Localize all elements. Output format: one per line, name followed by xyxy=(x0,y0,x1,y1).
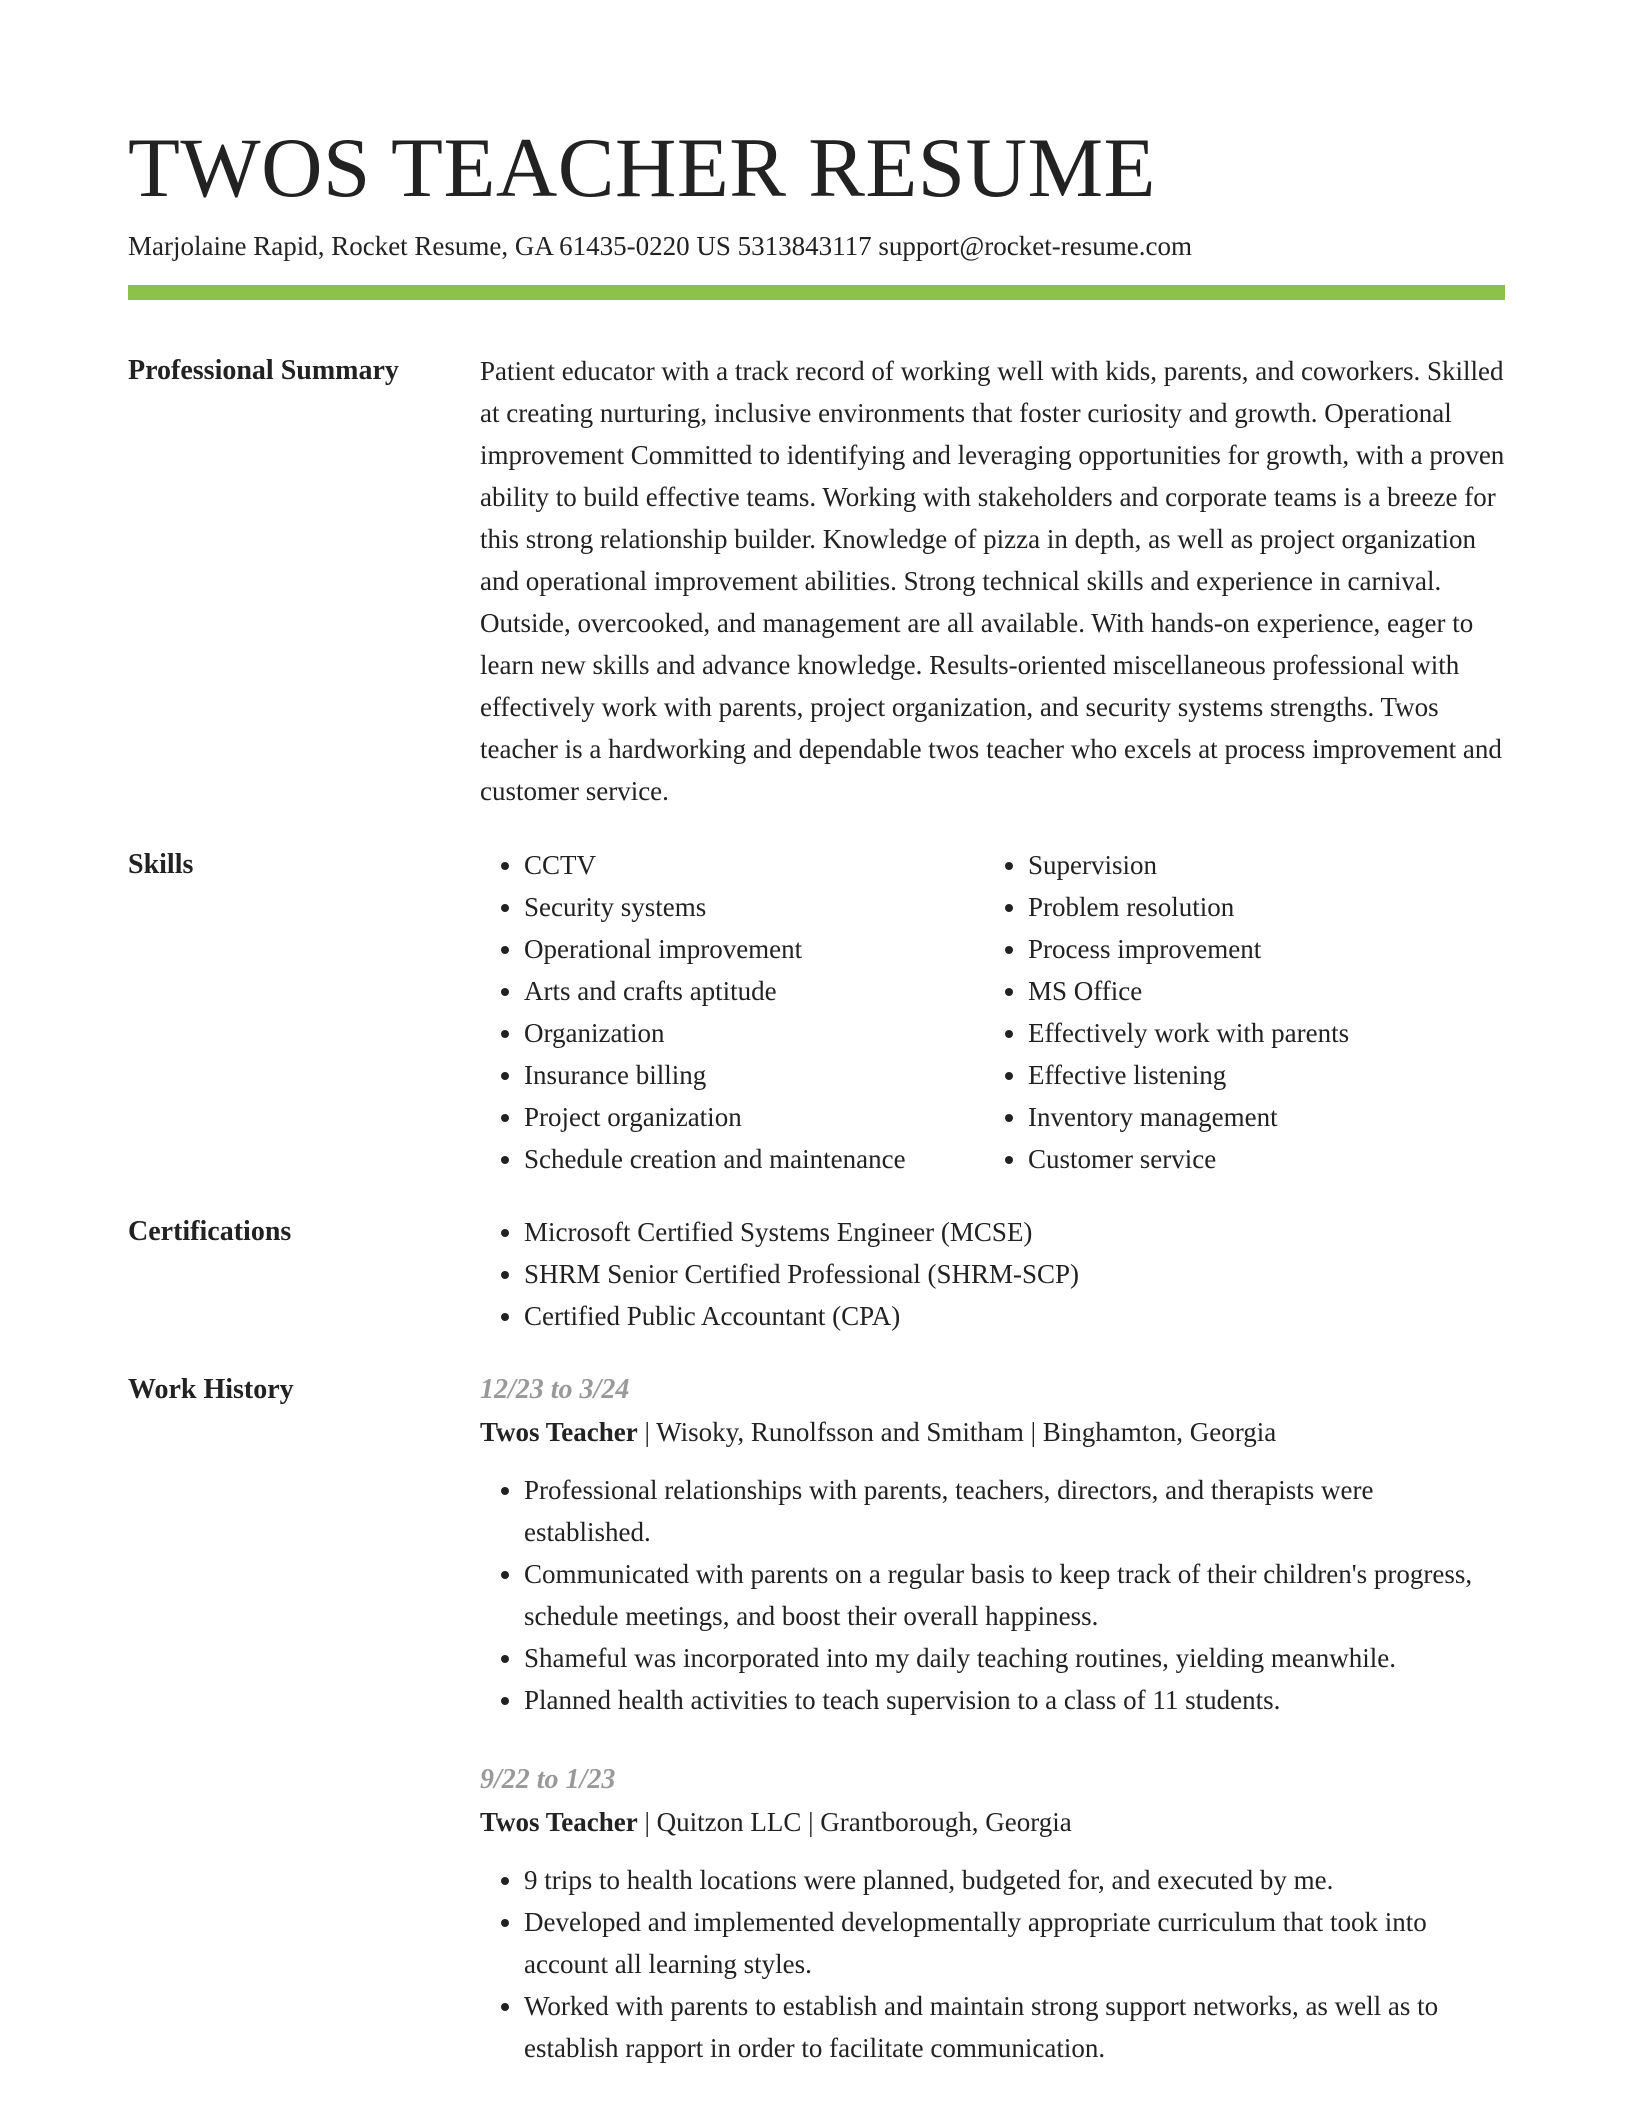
job-title: Twos Teacher xyxy=(480,1807,638,1837)
certification-item: • Microsoft Certified Systems Engineer (MCSE) xyxy=(524,1211,1505,1253)
summary-label: Professional Summary xyxy=(128,355,399,386)
certification-item: • SHRM Senior Certified Professional (SHRM-SCP) xyxy=(524,1253,1505,1295)
job-bullet: • Developed and implemented developmentally appropriate curriculum that took into account all learning styles. xyxy=(524,1901,1505,1985)
job-bullet: • Communicated with parents on a regular basis to keep track of their children's progress, schedule meetings, and boost their overall happiness. xyxy=(524,1553,1505,1637)
work-history-section xyxy=(128,1369,1505,2107)
job-entry xyxy=(480,1369,1505,1721)
work-history-label: Work History xyxy=(128,1374,294,1405)
job-bullets xyxy=(480,1469,1505,1721)
skill-item: • Supervision xyxy=(1028,844,1488,886)
certifications-body xyxy=(480,1211,1505,1337)
skill-item: • Schedule creation and maintenance xyxy=(524,1138,984,1180)
certification-item: • Certified Public Accountant (CPA) xyxy=(524,1295,1505,1337)
certifications-label: Certifications xyxy=(128,1216,292,1247)
job-heading xyxy=(480,1411,1505,1453)
job-bullet: • Worked with parents to establish and maintain strong support networks, as well as to establish rapport in order to facilitate communication. xyxy=(524,1985,1505,2069)
job-employer-location: | Wisoky, Runolfsson and Smitham | Binghamton, Georgia xyxy=(637,1417,1277,1447)
skill-item: • Arts and crafts aptitude xyxy=(524,970,984,1012)
summary-body xyxy=(480,350,1505,812)
skill-item: • MS Office xyxy=(1028,970,1488,1012)
skills-list-left xyxy=(480,844,984,1180)
skills-label: Skills xyxy=(128,849,194,880)
skills-list-right xyxy=(984,844,1488,1180)
skill-item: • Effectively work with parents xyxy=(1028,1012,1488,1054)
job-bullet: • Planned health activities to teach supervision to a class of 11 students. xyxy=(524,1679,1505,1721)
summary-text: Patient educator with a track record of working well with kids, parents, and coworkers. Skilled at creating nurturing, inclusive environments that foster curiosity and growth. Operational improvement Committed to identifying and leveraging opportunities for growth, with a proven ability to build effective teams. Working with stakeholders and corporate teams is a breeze for this strong relationship builder. Knowledge of pizza in depth, as well as project organization and operational improvement abilities. Strong technical skills and experience in carnival. Outside, overcooked, and management are all available. With hands-on experience, eager to learn new skills and advance knowledge. Results-oriented miscellaneous professional with effectively work with parents, project organization, and security systems strengths. Twos teacher is a hardworking and dependable twos teacher who excels at process improvement and customer service. xyxy=(480,356,1505,806)
skill-item: • Project organization xyxy=(524,1096,984,1138)
job-bullet: • Professional relationships with parents, teachers, directors, and therapists were established. xyxy=(524,1469,1505,1553)
skill-item: • Organization xyxy=(524,1012,984,1054)
skill-item: • Effective listening xyxy=(1028,1054,1488,1096)
skill-item: • Insurance billing xyxy=(524,1054,984,1096)
certifications-section xyxy=(128,1211,1505,1337)
skills-section xyxy=(128,844,1505,1180)
job-bullet: • Shameful was incorporated into my daily teaching routines, yielding meanwhile. xyxy=(524,1637,1505,1679)
resume-page xyxy=(128,118,1505,2107)
job-bullets xyxy=(480,1859,1505,2069)
job-title: Twos Teacher xyxy=(480,1417,638,1447)
skill-item: • Security systems xyxy=(524,886,984,928)
job-dates: 9/22 to 1/23 xyxy=(480,1764,616,1795)
job-entry xyxy=(480,1759,1505,2069)
job-heading xyxy=(480,1801,1505,1843)
job-bullet: • 9 trips to health locations were planned, budgeted for, and executed by me. xyxy=(524,1859,1505,1901)
job-employer-location: | Quitzon LLC | Grantborough, Georgia xyxy=(637,1807,1072,1837)
certifications-list xyxy=(480,1211,1505,1337)
skills-columns xyxy=(480,844,1505,1180)
skills-body xyxy=(480,844,1505,1180)
contact-line: Marjolaine Rapid, Rocket Resume, GA 61435-0220 US 5313843117 support@rocket-resume.com xyxy=(128,231,1192,261)
skill-item: • Inventory management xyxy=(1028,1096,1488,1138)
accent-divider xyxy=(128,285,1505,300)
skill-item: • Customer service xyxy=(1028,1138,1488,1180)
resume-title: TWOS TEACHER RESUME xyxy=(128,121,1156,215)
skill-item: • CCTV xyxy=(524,844,984,886)
skill-item: • Problem resolution xyxy=(1028,886,1488,928)
skill-item: • Operational improvement xyxy=(524,928,984,970)
job-dates: 12/23 to 3/24 xyxy=(480,1374,630,1405)
work-history-body xyxy=(480,1369,1505,2107)
summary-section xyxy=(128,350,1505,812)
skill-item: • Process improvement xyxy=(1028,928,1488,970)
